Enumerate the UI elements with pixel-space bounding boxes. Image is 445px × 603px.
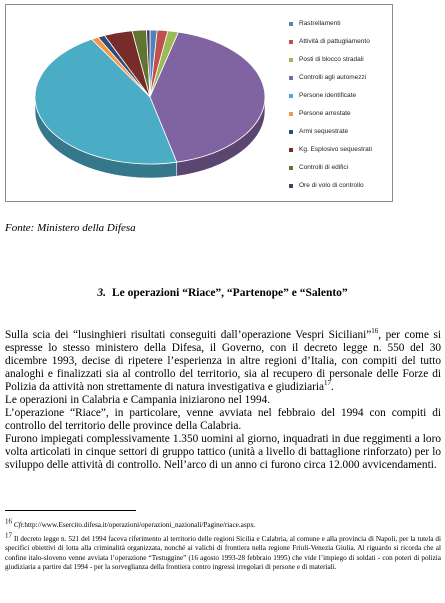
paragraph-1-part-1: Sulla scia dei “lusinghieri risultati conseguiti dall’operazione Vespri Siciliani” (5, 329, 372, 341)
legend-label-10: Ore di volo di controllo (299, 182, 364, 189)
legend-swatch-9 (289, 166, 293, 170)
legend-label-3: Posti di blocco stradali (299, 56, 364, 63)
legend-swatch-10 (289, 184, 293, 188)
legend-swatch-8 (289, 148, 293, 152)
footnotes (5, 517, 441, 577)
body-text (5, 329, 441, 472)
footnote-16 (5, 517, 441, 531)
legend-item-1 (289, 15, 372, 33)
footnote-16-link[interactable]: http://www.Esercito.difesa.it/operazioni/operazioni_nazionali/Pagine/riace.aspx. (24, 521, 256, 529)
legend-label-9: Controlli di edifici (299, 164, 349, 171)
legend-item-9 (289, 159, 372, 177)
chart-legend (289, 15, 372, 195)
legend-item-4 (289, 69, 372, 87)
footnote-16-number: 16 (5, 517, 12, 526)
paragraph-4: Furono impiegati complessivamente 1.350 uomini al giorno, inquadrati in due reggimenti a loro volta articolati in cinque settori di gruppo tattico (unità a livello di battaglione rinforzato) per lo sviluppo delle attività di controllo. Nell’arco di un anno ci furono circa 12.000 avvicendamenti. (5, 433, 441, 471)
paragraph-1-part-2: , per come si espresse lo stesso ministero della Difesa, il Governo, con il decreto legge n. 550 del 30 dicembre 1993, decise di ripetere l’esperienza in altre regioni d’Italia, con compiti del tutto analoghi e finalizzati sia al controllo del territorio, sia al recupero di personale delle Forze di Polizia da attività non strettamente di natura investigativa e giudiziaria (5, 329, 441, 393)
legend-label-4: Controlli agli automezzi (299, 74, 367, 81)
legend-item-8 (289, 141, 372, 159)
legend-swatch-4 (289, 76, 293, 80)
legend-item-6 (289, 105, 372, 123)
footnote-ref-16: 16 (371, 327, 379, 336)
pie-chart (5, 4, 393, 202)
legend-item-7 (289, 123, 372, 141)
legend-label-5: Persone identificate (299, 92, 357, 99)
footnote-separator (5, 510, 136, 511)
legend-item-2 (289, 33, 372, 51)
legend-item-5 (289, 87, 372, 105)
figure-source: Fonte: Ministero della Difesa (5, 222, 136, 234)
legend-swatch-1 (289, 22, 293, 26)
legend-label-2: Attività di pattugliamento (299, 38, 370, 45)
legend-swatch-3 (289, 58, 293, 62)
paragraph-1-part-3: . (331, 381, 334, 393)
section-heading (0, 287, 445, 299)
footnote-ref-17: 17 (324, 379, 332, 388)
legend-item-3 (289, 51, 372, 69)
legend-label-7: Armi sequestrate (299, 128, 349, 135)
legend-swatch-6 (289, 112, 293, 116)
section-number: 3. (97, 287, 106, 299)
paragraph-3: L’operazione “Riace”, in particolare, venne avviata nel febbraio del 1994 con compiti di controllo del territorio delle province della Calabria. (5, 407, 441, 432)
legend-item-10 (289, 177, 372, 195)
footnote-17-number: 17 (5, 531, 12, 540)
footnote-17-text: Il decreto legge n. 521 del 1994 faceva riferimento al territorio delle regioni Sicilia e Calabria, al comune e alla provincia di Napoli, per la tutela di specifici obiettivi di lotta alla criminalità organizzata, nonché ai valichi di frontiera nella regione Friuli-Venezia Giulia. Al riguardo si ricorda che al confine italo-sloveno venne avviata l’operazione “Testuggine” (16 agosto 1993-28 febbraio 1995) che vide l’impiego di soldati - con poteri di polizia giudiziaria a partire dal 1994 - per la sorveglianza della frontiera contro ingressi irregolari di persone e di materiali. (5, 534, 441, 572)
legend-label-1: Rastrellamenti (299, 20, 341, 27)
paragraph-2: Le operazioni in Calabria e Campania iniziarono nel 1994. (5, 394, 271, 406)
paragraph-1 (5, 329, 441, 394)
footnote-16-cfr: Cfr. (13, 521, 25, 529)
legend-swatch-7 (289, 130, 293, 134)
legend-label-6: Persone arrestate (299, 110, 351, 117)
legend-label-8: Kg. Esplosivo sequestrati (299, 146, 372, 153)
legend-swatch-2 (289, 40, 293, 44)
footnote-17 (5, 531, 441, 573)
legend-swatch-5 (289, 94, 293, 98)
section-title: Le operazioni “Riace”, “Partenope” e “Salento” (111, 287, 348, 299)
